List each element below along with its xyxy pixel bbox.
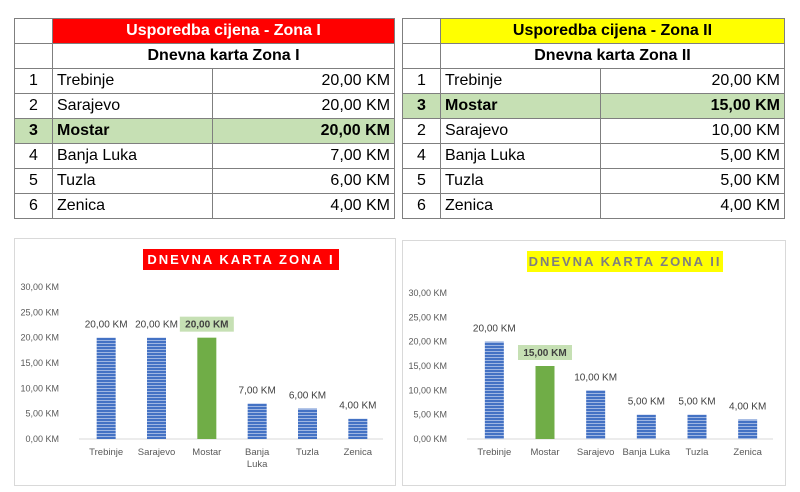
bar (738, 420, 757, 439)
table-row (15, 194, 395, 219)
price-cell: 5,00 KM (601, 144, 785, 169)
bar (97, 338, 116, 439)
data-label: 4,00 KM (729, 401, 767, 413)
price-cell: 4,00 KM (601, 194, 785, 219)
data-label: 7,00 KM (238, 385, 276, 397)
table-subtitle: Dnevna karta Zona I (53, 44, 395, 69)
table-row (15, 69, 395, 94)
category-label: Tuzla (685, 447, 709, 458)
table-row (15, 119, 395, 144)
table-row (15, 169, 395, 194)
category-label: Luka (246, 459, 268, 470)
bar (248, 404, 267, 439)
y-tick-label: 30,00 KM (408, 288, 447, 298)
category-label: Banja (245, 447, 270, 458)
price-table-zona-2 (402, 18, 785, 219)
bar (197, 338, 216, 439)
category-label: Sarajevo (137, 447, 176, 458)
y-tick-label: 25,00 KM (408, 312, 447, 323)
bar (586, 390, 605, 439)
y-tick-label: 20,00 KM (20, 332, 59, 343)
data-label: 4,00 KM (339, 400, 377, 412)
rank-cell: 3 (15, 119, 53, 144)
data-label: 20,00 KM (135, 319, 178, 331)
y-tick-label: 0,00 KM (25, 434, 59, 444)
table-subtitle: Dnevna karta Zona II (441, 44, 785, 69)
city-cell: Mostar (441, 94, 601, 119)
price-cell: 10,00 KM (601, 119, 785, 144)
table-row (403, 144, 785, 169)
rank-cell: 1 (403, 69, 441, 94)
rank-cell: 3 (403, 94, 441, 119)
table-row (15, 144, 395, 169)
y-tick-label: 20,00 KM (408, 336, 447, 347)
y-tick-label: 25,00 KM (20, 307, 59, 318)
price-cell: 15,00 KM (601, 94, 785, 119)
price-cell: 20,00 KM (213, 69, 395, 94)
bar (485, 342, 504, 439)
rank-cell: 5 (15, 169, 53, 194)
table-title: Usporedba cijena - Zona I (53, 19, 395, 44)
table-row (15, 94, 395, 119)
price-cell: 20,00 KM (213, 94, 395, 119)
category-label: Zenica (343, 447, 373, 458)
table-row (403, 69, 785, 94)
bar (536, 366, 555, 439)
table-row (403, 94, 785, 119)
city-cell: Banja Luka (53, 144, 213, 169)
table-row (403, 169, 785, 194)
corner-cell (15, 44, 53, 69)
category-label: Trebinje (477, 447, 512, 458)
city-cell: Trebinje (441, 69, 601, 94)
y-tick-label: 10,00 KM (20, 383, 59, 394)
price-cell: 20,00 KM (601, 69, 785, 94)
y-tick-label: 15,00 KM (20, 358, 59, 368)
city-cell: Tuzla (441, 169, 601, 194)
corner-cell (15, 19, 53, 44)
category-label: Banja Luka (622, 447, 671, 458)
price-cell: 4,00 KM (213, 194, 395, 219)
price-cell: 7,00 KM (213, 144, 395, 169)
chart-plot (15, 239, 395, 485)
bar (298, 409, 317, 439)
rank-cell: 4 (403, 144, 441, 169)
bar (688, 415, 707, 439)
category-label: Mostar (530, 447, 560, 458)
data-label: 20,00 KM (185, 319, 229, 331)
rank-cell: 5 (403, 169, 441, 194)
y-tick-label: 0,00 KM (413, 434, 447, 444)
data-label: 15,00 KM (523, 348, 567, 359)
y-tick-label: 5,00 KM (413, 409, 447, 420)
category-label: Zenica (733, 447, 762, 458)
price-cell: 6,00 KM (213, 169, 395, 194)
corner-cell (403, 44, 441, 69)
category-label: Tuzla (296, 447, 319, 458)
table-row (403, 194, 785, 219)
city-cell: Mostar (53, 119, 213, 144)
rank-cell: 6 (403, 194, 441, 219)
chart-title: DNEVNA KARTA ZONA I (143, 249, 339, 270)
data-label: 6,00 KM (288, 390, 327, 402)
data-label: 5,00 KM (627, 396, 665, 408)
table-title: Usporedba cijena - Zona II (441, 19, 785, 44)
y-tick-label: 30,00 KM (20, 282, 59, 292)
y-tick-label: 5,00 KM (25, 408, 59, 419)
y-tick-label: 10,00 KM (408, 385, 447, 396)
chart-plot (403, 241, 785, 485)
category-label: Mostar (192, 447, 222, 458)
chart-title: DNEVNA KARTA ZONA II (527, 251, 723, 272)
bar (147, 338, 166, 439)
city-cell: Trebinje (53, 69, 213, 94)
city-cell: Zenica (53, 194, 213, 219)
y-tick-label: 15,00 KM (408, 361, 447, 371)
category-label: Trebinje (89, 447, 124, 458)
city-cell: Banja Luka (441, 144, 601, 169)
city-cell: Sarajevo (53, 94, 213, 119)
data-label: 10,00 KM (574, 372, 618, 384)
price-cell: 20,00 KM (213, 119, 395, 144)
table-row (403, 119, 785, 144)
price-table-zona-1 (14, 18, 395, 219)
data-label: 20,00 KM (84, 319, 128, 331)
bar (637, 415, 656, 439)
city-cell: Zenica (441, 194, 601, 219)
bar-chart-zona-1 (14, 238, 396, 486)
rank-cell: 2 (403, 119, 441, 144)
bar (348, 419, 367, 439)
rank-cell: 1 (15, 69, 53, 94)
data-label: 20,00 KM (472, 323, 516, 335)
bar-chart-zona-2 (402, 240, 786, 486)
corner-cell (403, 19, 441, 44)
category-label: Sarajevo (576, 447, 615, 458)
rank-cell: 4 (15, 144, 53, 169)
price-cell: 5,00 KM (601, 169, 785, 194)
city-cell: Tuzla (53, 169, 213, 194)
data-label: 5,00 KM (678, 396, 716, 408)
city-cell: Sarajevo (441, 119, 601, 144)
rank-cell: 2 (15, 94, 53, 119)
rank-cell: 6 (15, 194, 53, 219)
